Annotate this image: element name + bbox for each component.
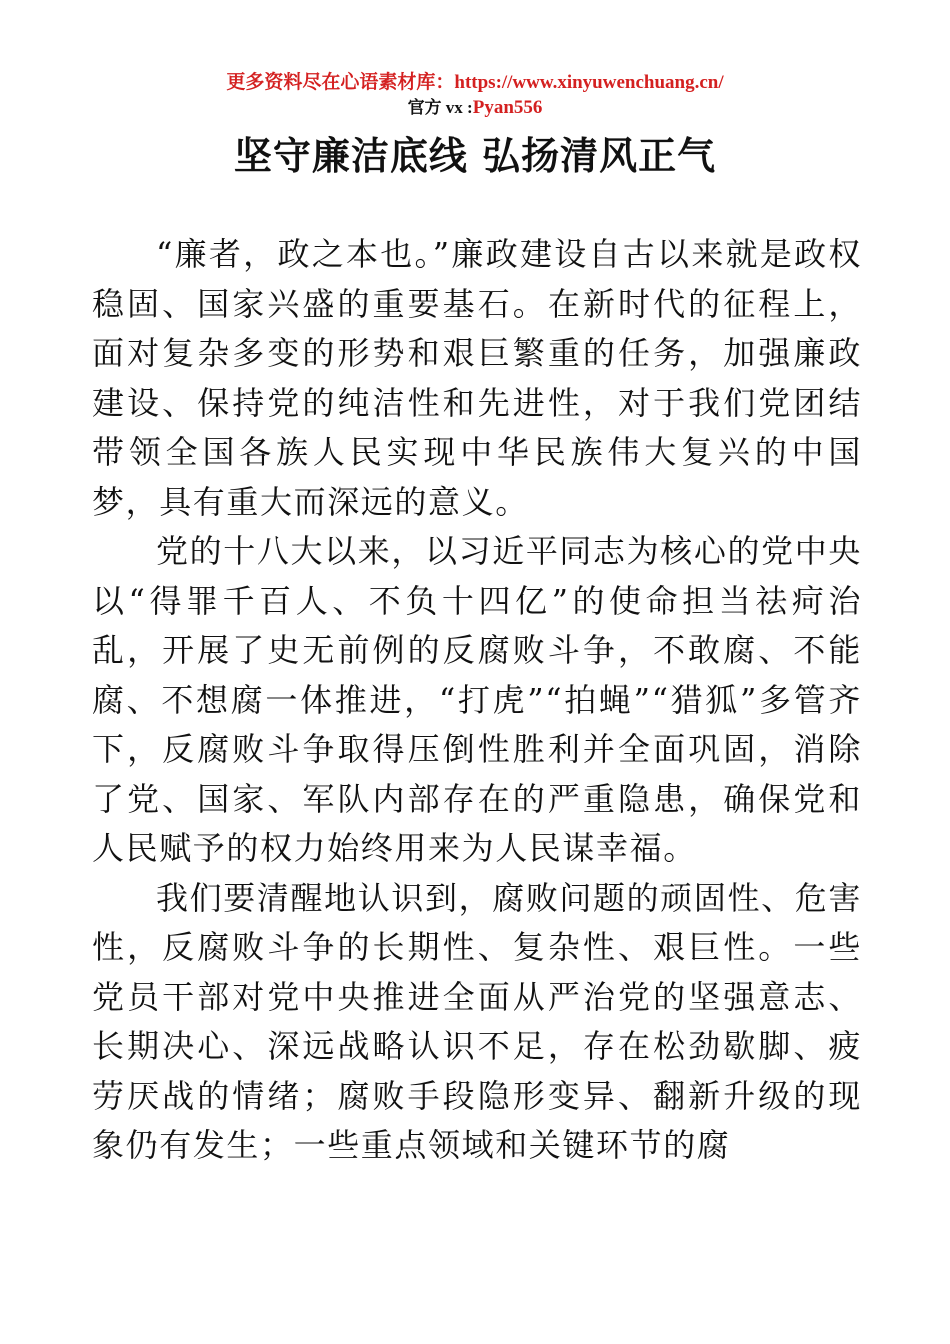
vx-id: Pyan556 [472, 97, 543, 118]
document-title: 坚守廉洁底线 弘扬清风正气 [233, 133, 717, 178]
paragraph-1: “廉者，政之本也。”廉政建设自古以来就是政权稳固、国家兴盛的重要基石。在新时代的征程上，面对复杂多变的形势和艰巨繁重的任务，加强廉政建设、保持党的纯洁性和先进性，对于我们党团结带领全国各族人民实现中华民族伟大复兴的中国梦，具有重大而深远的意义。 [92, 235, 862, 521]
paragraph-2: 党的十八大以来，以习近平同志为核心的党中央以“得罪千百人、不负十四亿”的使命担当祛疴治乱，开展了史无前例的反腐败斗争，不敢腐、不能腐、不想腐一体推进，“打虎”“拍蝇”“猎狐”多管齐下，反腐败斗争取得压倒性胜利并全面巩固，消除了党、国家、军队内部存在的严重隐患，确保党和人民赋予的权力始终用来为人民谋幸福。 [92, 532, 862, 867]
promo-label: 更多资料尽在心语素材库： [226, 72, 455, 93]
promo-url: https://www.xinyuwenchuang.cn/ [454, 72, 724, 93]
paragraph-3: 我们要清醒地认识到，腐败问题的顽固性、危害性，反腐败斗争的长期性、复杂性、艰巨性。一些党员干部对党中央推进全面从严治党的坚强意志、长期决心、深远战略认识不足，存在松劲歇脚、疲劳厌战的情绪；腐败手段隐形变异、翻新升级的现象仍有发生；一些重点领域和关键环节的腐 [92, 878, 862, 1164]
page-header [0, 70, 950, 120]
document-body [92, 230, 862, 1171]
contact-line [0, 96, 950, 120]
promo-line [0, 70, 950, 96]
vx-label: 官方 vx : [407, 98, 473, 117]
